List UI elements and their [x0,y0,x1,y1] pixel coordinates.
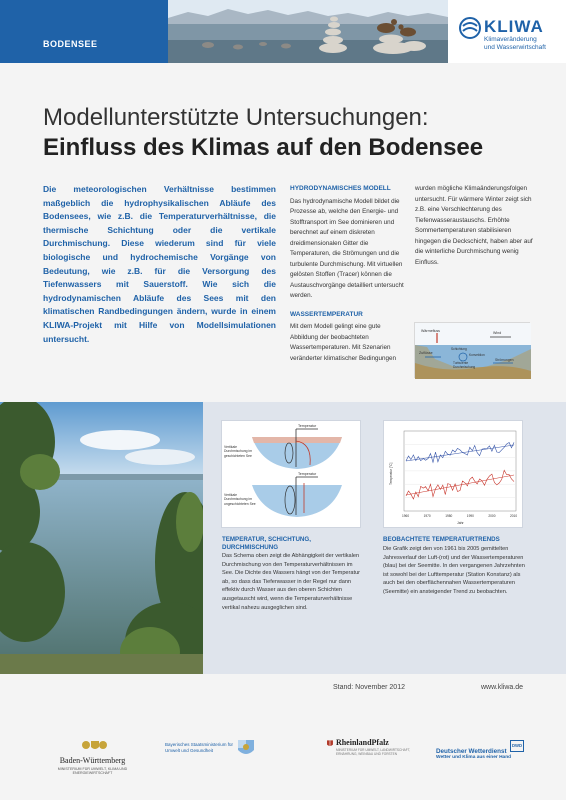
caption-a-text: Das Schema oben zeigt die Abhängigkeit der vertikalen Durchmischung von den Temperaturverhältnissen im See. Die Dichte des Wassers hängt von der Temperatur ab, so dass das Tiefenwasser in der Regel nur dann effektiv durch Wasser aus den oberen Schichten ausgetauscht wird, wenn die Temperaturverhältnisse vertikal nahezu ausgeglichen sind. [222,553,361,611]
poster-title-line1: Modellunterstützte Untersuchungen: [43,104,429,131]
bw-sub: MINISTERIUM FÜR UMWELT, KLIMA UND ENERGIEWIRTSCHAFT [57,767,128,775]
header-blue-bar [0,0,168,63]
rlp-row [327,738,417,756]
schema-label-bottom-wrap [224,493,260,517]
bay-text-block [165,742,233,754]
model-label-konvektion: Konvektion [469,353,485,357]
wasser-text: Mit dem Modell gelingt eine gute Abbildung der beobachteten Wassertemperaturen. Mit Szenarien veränderter klimatischer Bedingungen [290,323,397,362]
schema-label-bottom: Vertikale Durchmischung im ungeschichteten See [224,493,256,506]
trend-xtick-label: 2010 [510,514,518,518]
dwd-badge-icon: DWD [510,740,524,752]
model-label-zufluesse: Zuflüsse [419,351,433,355]
rlp-text-block [336,738,417,756]
bw-crest-icon [45,739,140,751]
lake-shore-photo [0,402,203,674]
schema-label-top-wrap [224,445,260,469]
trend-xtick-label: 1980 [445,514,453,518]
model-label-durchmischung: Durchmischung [453,365,476,369]
model-label-stroemungen: Strömungen [495,358,514,362]
dwd-name: Deutscher Wetterdienst [436,748,507,755]
bay-row [165,738,260,758]
trend-xticks [402,514,517,518]
kliwa-logo-icon [459,17,481,39]
header-photo-stone-cairns [168,0,448,63]
model-label-wind: Wind [493,331,502,335]
kliwa-sub-line1: Klimaveränderung [484,36,537,43]
schema-label-temperatur-bottom: Temperatur [298,472,317,476]
caption-b-text: Die Grafik zeigt den von 1961 bis 2005 gemittelten Jahresverlauf der Luft-(rot) und der Wassertemperaturen (blau) bei der Seemitte. In den vergangenen Jahrzehnten ist sowohl bei der Lufttemperatur (Station Konstanz) als auch bei den oberflächennahen Wassertemperaturen (Seemitte) ein ansteigender Trend zu beobachten. [383,546,525,595]
rlp-name: RheinlandPfalz [335,738,389,747]
intro-paragraph: Die meteorologischen Verhältnisse bestimmen maßgeblich die hydrophysikalischen Abläufe des Bodensees, wie z.B. die Temperaturverhältnisse, die thermische Schichtung oder die vertikale Durchmischung. Diese wiederum sind für viele biologische und hydrochemische Vorgänge von Bedeutung, wie z.B. für die Versorgung des Tiefenwassers mit Sauerstoff. Wie sich die hydrodynamischen Abläufe des Sees mit den klimatischen Randbedingungen ändern, wurde in einem KLIWA-Projekt mit Hilfe von Modellsimulationen untersucht. [43,184,276,344]
header-photo-drawing [168,0,448,63]
temperature-trend-chart [384,421,524,529]
caption-b-heading: BEOBACHTETE TEMPERATURTRENDS [383,536,500,543]
schema-label-temperatur-top: Temperatur [298,424,317,428]
middle-column [290,184,405,372]
trend-xtick-label: 1970 [423,514,431,518]
kliwa-sub-line2: und Wasserwirtschaft [484,44,546,51]
stratification-schema-drawing [222,421,362,529]
trend-xtick-label: 1960 [402,514,410,518]
section-heading-wasser: WASSERTEMPERATUR [290,310,363,318]
kliwa-logo-text: KLIWA [484,17,544,36]
lake-model-drawing [415,323,531,379]
model-label-schichtung: Schichtung [451,347,467,351]
trend-xlabel: Jahr [457,521,464,525]
trend-xtick-label: 2000 [488,514,496,518]
status-date: Stand: November 2012 [333,684,405,691]
bw-name: Baden-Württemberg [59,756,126,765]
rlp-crest-icon [327,738,333,750]
trend-ylabel: Temperatur [°C] [389,462,393,485]
poster-title-line2: Einfluss des Klimas auf den Bodensee [43,134,484,161]
temperature-trend-figure [383,420,523,528]
rlp-sub: MINISTERIUM FÜR UMWELT, LANDWIRTSCHAFT, ERNÄHRUNG, WEINBAU UND FORSTEN [335,748,411,757]
logo-bayern [165,738,260,758]
bay-crest-icon [237,738,255,758]
schema-label-top: Vertikale Durchmischung im geschichteten See [224,445,253,458]
hydro-text: Das hydrodynamische Modell bildet die Prozesse ab, welche den Energie- und Stofftransport im See dominieren und berechnet auf einem diskreten dreidimensionalen Gitter die Temperaturen, die Strömungen und die turbulente Durchmischung. Mit virtuellen gelösten Stoffen (Tracer) können die Austauschvorgänge detailliert untersucht werden. [290,197,404,299]
bay-line2: Umwelt und Gesundheit [165,748,214,753]
dwd-sub: Wetter und Klima aus einer Hand [436,755,512,760]
trend-xtick-label: 1990 [466,514,474,518]
lake-model-diagram [414,322,530,378]
section-heading-hydro: HYDRODYNAMISCHES MODELL [290,185,391,192]
kliwa-logo-subtitle [484,36,564,52]
header [0,0,566,63]
section-label: BODENSEE [43,39,98,49]
right-column [415,184,535,268]
logo-dwd [436,740,536,760]
stratification-schema-figure [221,420,361,528]
logo-rheinland-pfalz [327,738,417,756]
bay-line1: Bayerisches Staatsministerium für [165,742,234,747]
lake-photo-drawing [0,402,203,674]
model-label-waermefluss: Wärmefluss [421,329,440,333]
website-link[interactable]: www.kliwa.de [481,684,524,691]
caption-a-heading: TEMPERATUR, SCHICHTUNG, DURCHMISCHUNG [222,536,311,551]
model-label-turbulente: Turbulente [453,361,469,365]
logo-baden-wuerttemberg [45,738,140,775]
right-column-text: wurden mögliche Klimaänderungsfolgen untersucht. Für wärmere Winter zeigt sich z.B. eine Verschlechterung des Tiefenwasseraustauschs. Erhöhte Sommertemperaturen stabilisieren hingegen die Deckschicht, haben aber auf die winterliche Durchmischung wenig Einfluss. [415,185,533,266]
